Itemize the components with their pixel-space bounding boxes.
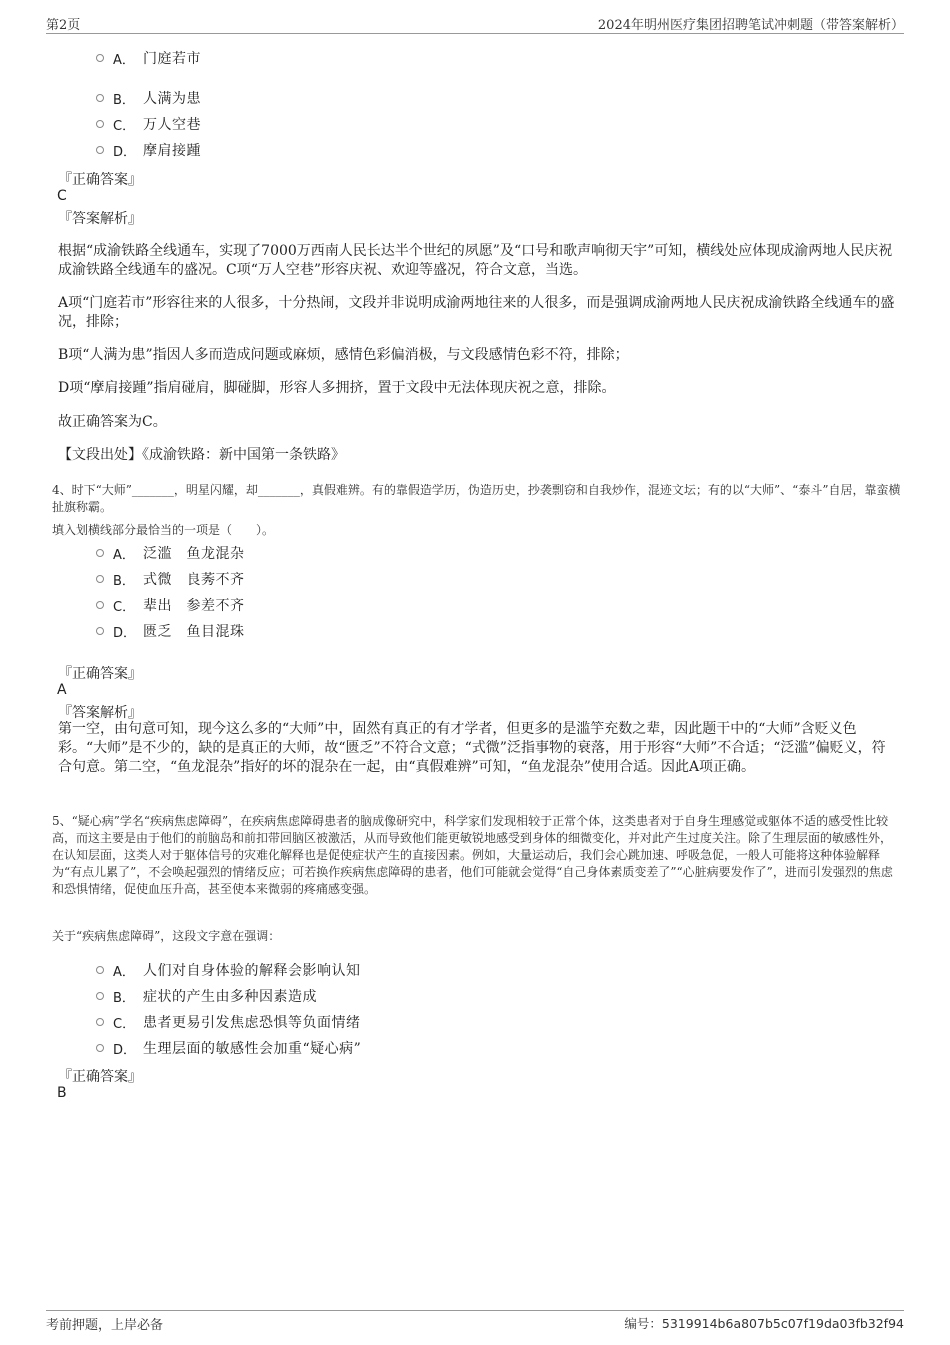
q4-stem: 4、时下“大师”_______，明星闪耀，却_______，真假难辨。有的靠假造学历，伪造历史，抄袭剽窃和自我炒作，混迹文坛；有的以“大师”、“泰斗”自居，靠蛮横扯旗称霸。 [52, 483, 901, 514]
radio-icon[interactable] [96, 94, 104, 102]
q5-option-a[interactable]: A． 人们对自身体验的解释会影响认知 [96, 960, 361, 980]
q4-option-b[interactable]: B． 式微 良莠不齐 [96, 569, 245, 589]
q3-analysis-paragraph: A项“门庭若市”形容往来的人很多，十分热闹，文段并非说明成渝两地往来的人很多，而是强调成渝两地人民庆祝成渝铁路全线通车的盛况，排除； [58, 295, 895, 330]
header-divider [46, 33, 904, 34]
q3-analysis-label: 『答案解析』 [58, 211, 142, 227]
radio-icon[interactable] [96, 549, 104, 557]
q4-answer: A [57, 682, 67, 698]
q4-prompt: 填入划横线部分最恰当的一项是（ ）。 [52, 523, 275, 537]
q5-option-b[interactable]: B． 症状的产生由多种因素造成 [96, 986, 317, 1006]
radio-icon[interactable] [96, 575, 104, 583]
radio-icon[interactable] [96, 992, 104, 1000]
radio-icon[interactable] [96, 966, 104, 974]
q3-analysis-paragraph: 根据“成渝铁路全线通车，实现了7000万西南人民长达半个世纪的夙愿”及“口号和歌声响彻天宇”可知，横线处应体现成渝两地人民庆祝成渝铁路全线通车的盛况。C项“万人空巷”形容庆祝、欢迎等盛况，符合文意，当选。 [58, 243, 893, 278]
radio-icon[interactable] [96, 1044, 104, 1052]
footer-slogan: 考前押题，上岸必备 [46, 1318, 164, 1333]
q4-option-a[interactable]: A． 泛滥 鱼龙混杂 [96, 543, 245, 563]
radio-icon[interactable] [96, 1018, 104, 1026]
q3-option-d[interactable]: D． 摩肩接踵 [96, 140, 201, 160]
radio-icon[interactable] [96, 601, 104, 609]
q5-option-d[interactable]: D． 生理层面的敏感性会加重“疑心病” [96, 1038, 361, 1058]
q3-source: 【文段出处】《成渝铁路：新中国第一条铁路》 [58, 447, 345, 463]
q4-analysis-label: 『答案解析』 [58, 705, 142, 721]
radio-icon[interactable] [96, 627, 104, 635]
q3-option-a[interactable]: A． 门庭若市 [96, 48, 201, 68]
q4-option-d[interactable]: D． 匮乏 鱼目混珠 [96, 621, 245, 641]
q5-stem: 5、“疑心病”学名“疾病焦虑障碍”，在疾病焦虑障碍患者的脑成像研究中，科学家们发现相较于正常个体，这类患者对于自身生理感觉或躯体不适的感受性比较高，而这主要是由于他们的前脑岛和前扣带回脑区被激活，从而导致他们能更敏锐地感受到身体的细微变化，并对此产生过度关注。除了生理层面的敏感性外，在认知层面，这类人对于躯体信号的灾难化解释也是促使症状产生的直接因素。例如，大量运动后，我们会心跳加速、呼吸急促，一般人可能将这种体验解释为“有点儿累了”，不会唤起强烈的情绪反应；可若换作疾病焦虑障碍的患者，他们可能就会觉得“自己身体素质变差了”“心脏病要发作了”，进而引发强烈的焦虑和恐惧情绪，促使血压升高，甚至使本来微弱的疼痛感变强。 [52, 814, 893, 896]
q4-answer-label: 『正确答案』 [58, 666, 142, 682]
q3-answer: C [57, 188, 67, 204]
q5-answer-label: 『正确答案』 [58, 1069, 142, 1085]
document-title: 2024年明州医疗集团招聘笔试冲刺题（带答案解析） [597, 18, 904, 33]
q3-analysis-paragraph: D项“摩肩接踵”指肩碰肩，脚碰脚，形容人多拥挤，置于文段中无法体现庆祝之意，排除。 [58, 380, 616, 396]
page-number: 第2页 [46, 18, 81, 33]
q4-analysis: 第一空，由句意可知，现今这么多的“大师”中，固然有真正的有才学者，但更多的是滥竽充数之辈，因此题干中的“大师”含贬义色彩。“大师”是不少的，缺的是真正的大师，故“匮乏”不符合文意；“式微”泛指事物的衰落，用于形容“大师”不合适；“泛滥”偏贬义，符合句意。第二空，“鱼龙混杂”指好的坏的混杂在一起，由“真假难辨”可知，“鱼龙混杂”使用合适。因此A项正确。 [58, 721, 886, 775]
document-code: 编号：5319914b6a807b5c07f19da03fb32f94 [624, 1316, 904, 1331]
q5-answer: B [57, 1085, 67, 1101]
q5-option-c[interactable]: C． 患者更易引发焦虑恐惧等负面情绪 [96, 1012, 361, 1032]
radio-icon[interactable] [96, 120, 104, 128]
q4-option-c[interactable]: C． 辈出 参差不齐 [96, 595, 245, 615]
q3-answer-label: 『正确答案』 [58, 172, 142, 188]
radio-icon[interactable] [96, 54, 104, 62]
q3-option-b[interactable]: B． 人满为患 [96, 88, 201, 108]
footer-divider [46, 1310, 904, 1311]
q3-analysis-paragraph: 故正确答案为C。 [58, 414, 167, 430]
q3-option-c[interactable]: C． 万人空巷 [96, 114, 201, 134]
radio-icon[interactable] [96, 146, 104, 154]
q5-prompt: 关于“疾病焦虑障碍”，这段文字意在强调： [52, 929, 281, 943]
q3-analysis-paragraph: B项“人满为患”指因人多而造成问题或麻烦，感情色彩偏消极，与文段感情色彩不符，排除； [58, 347, 629, 363]
